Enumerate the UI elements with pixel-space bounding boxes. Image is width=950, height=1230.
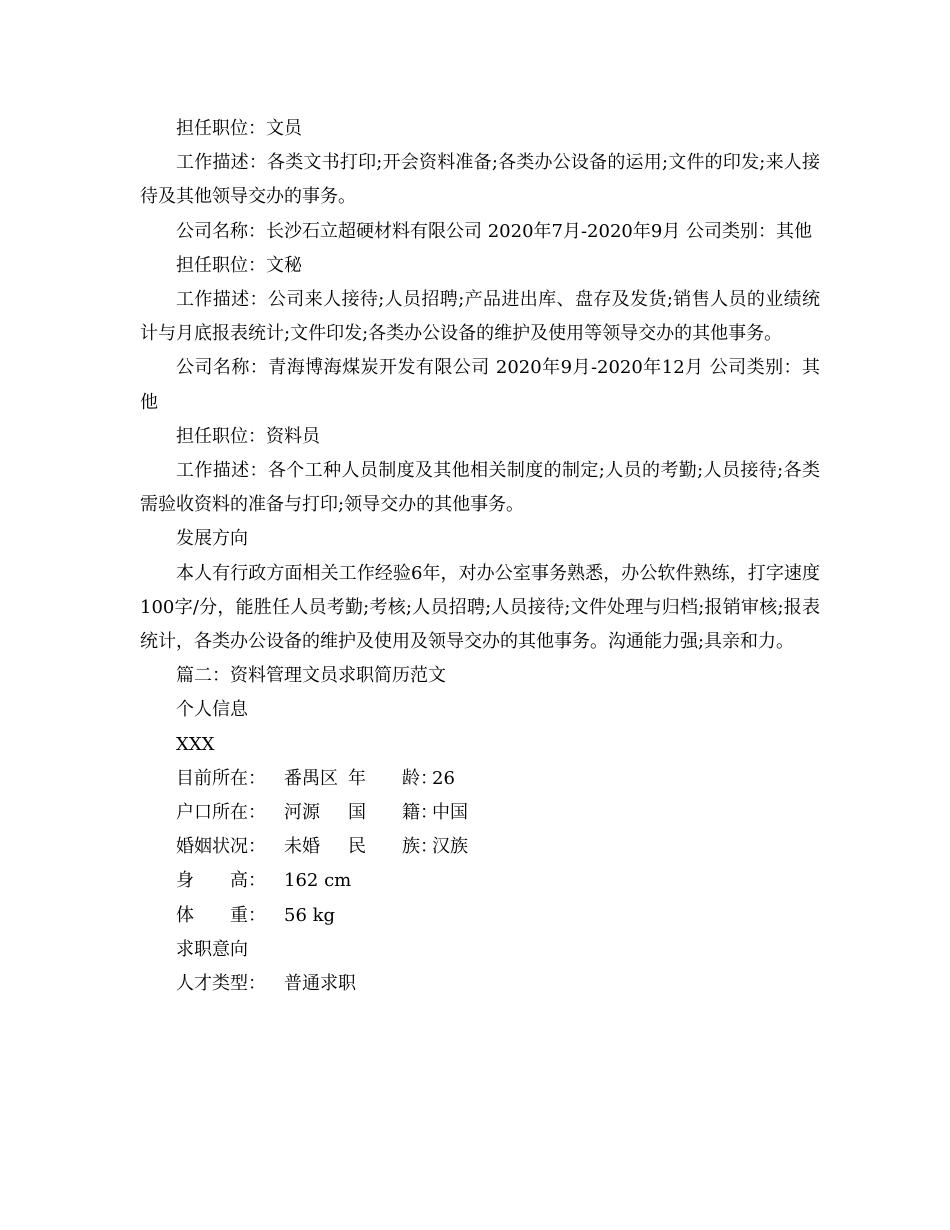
- info-label: 人才类型：: [176, 973, 266, 995]
- position-line: 担任职位：资料员: [176, 425, 320, 447]
- info-label: 体 重：: [176, 904, 266, 926]
- job-description: 工作描述：各个工种人员制度及其他相关制度的制定;人员的考勤;人员接待;各类需验收资料的准备与打印;领导交办的其他事务。: [140, 460, 820, 516]
- info-value: 中国: [432, 802, 468, 824]
- info-label: 户口所在：: [176, 802, 266, 824]
- job-description: 工作描述：公司来人接待;人员招聘;产品进出库、盘存及发货;销售人员的业绩统计与月底报表统计;文件印发;各类办公设备的维护及使用等领导交办的其他事务。: [140, 289, 820, 345]
- info-row-location: [140, 762, 820, 796]
- info-value: 162 cm: [284, 870, 352, 892]
- info-label: 国 籍：: [348, 802, 438, 824]
- info-value: 26: [432, 767, 455, 789]
- company-line: 公司名称：长沙石立超硬材料有限公司 2020年7月-2020年9月 公司类别：其他: [176, 220, 813, 242]
- info-row-height: [140, 864, 820, 898]
- info-label: 民 族：: [348, 836, 438, 858]
- info-row-hukou: [140, 796, 820, 830]
- info-label: 目前所在：: [176, 767, 266, 789]
- info-value: 汉族: [432, 836, 468, 858]
- info-value: 河源: [284, 802, 320, 824]
- position-line: 担任职位：文秘: [176, 254, 302, 276]
- info-label: 身 高：: [176, 870, 266, 892]
- job-description: 工作描述：各类文书打印;开会资料准备;各类办公设备的运用;文件的印发;来人接待及其他领导交办的事务。: [140, 152, 820, 208]
- self-summary: 本人有行政方面相关工作经验6年，对办公室事务熟悉，办公软件熟练，打字速度100字/分，能胜任人员考勤;考核;人员招聘;人员接待;文件处理与归档;报销审核;报表统计，各类办公设备的维护及使用及领导交办的其他事务。沟通能力强;具亲和力。: [140, 562, 820, 653]
- info-row-weight: [140, 899, 820, 933]
- info-row-marital: [140, 830, 820, 864]
- position-line: 担任职位：文员: [176, 118, 302, 139]
- info-value: 56 kg: [284, 904, 336, 926]
- document-body: [140, 112, 820, 1001]
- info-row-talent: [140, 967, 820, 1001]
- info-value: 未婚: [284, 836, 320, 858]
- candidate-name: XXX: [176, 733, 215, 755]
- info-value: 普通求职: [284, 973, 356, 995]
- info-value: 番禺区: [284, 767, 338, 789]
- company-line: 公司名称：青海博海煤炭开发有限公司 2020年9月-2020年12月 公司类别：其他: [140, 357, 820, 413]
- info-label: 年 龄：: [348, 767, 438, 789]
- section-heading: 求职意向: [176, 938, 248, 960]
- section-heading: 个人信息: [176, 699, 248, 721]
- article-title: 篇二：资料管理文员求职简历范文: [176, 665, 446, 687]
- info-label: 婚姻状况：: [176, 836, 266, 858]
- section-heading: 发展方向: [176, 528, 248, 550]
